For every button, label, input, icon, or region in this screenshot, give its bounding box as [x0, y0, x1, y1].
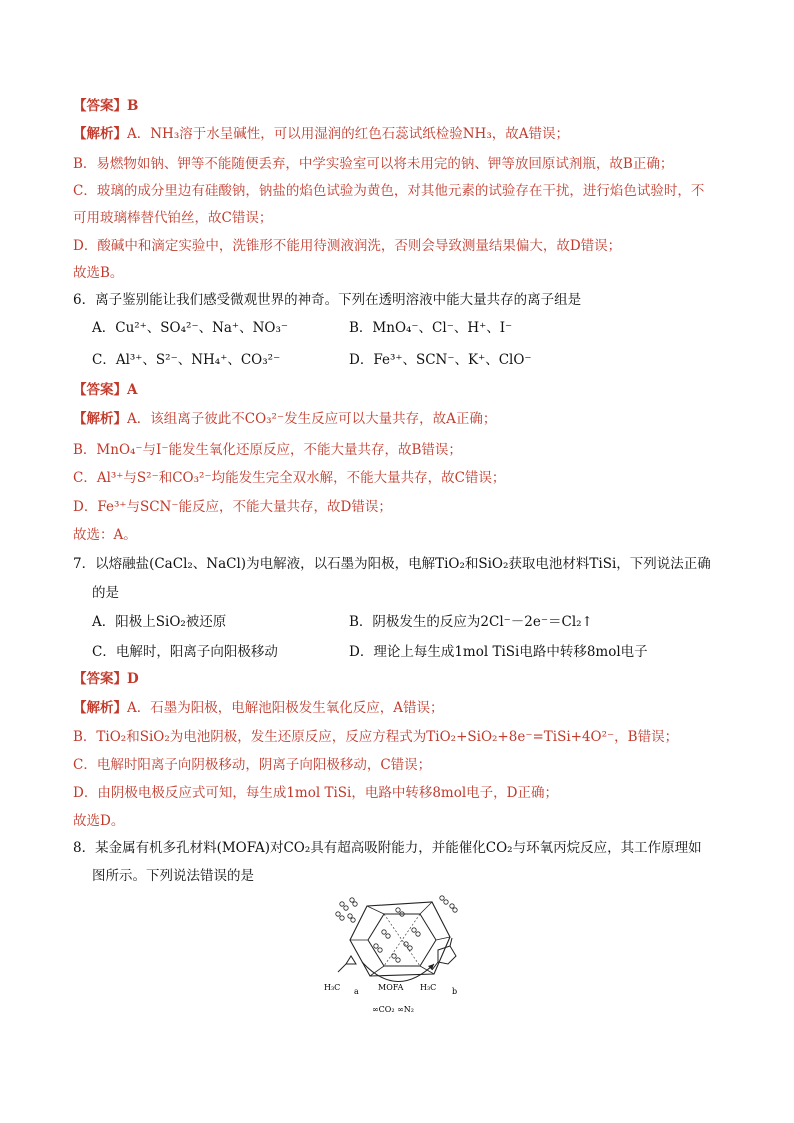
answer-label: 【答案】B: [73, 98, 139, 114]
question-7-stem-cont: 的是: [92, 585, 119, 601]
conclusion: 故选B。: [73, 265, 124, 281]
fig-label-mofa: MOFA: [378, 983, 404, 992]
q6-option-b: B．MnO₄⁻、Cl⁻、H⁺、I⁻: [349, 320, 513, 336]
inner-hexagon: [368, 914, 436, 966]
fig-label-b: b: [452, 987, 458, 996]
epoxide-icon: [346, 956, 356, 964]
explain-d: D．酸碱中和滴定实验中，洗锥形不能用待测液润洗，否则会导致测量结果偏大，故D错误；: [73, 238, 622, 254]
q7-option-a: A．阳极上SiO₂被还原: [92, 614, 227, 630]
mofa-svg: [322, 892, 472, 1022]
fig-ch3-right: H₃C: [420, 983, 437, 992]
fig-label-a: a: [354, 987, 359, 996]
explain-a: A．NH₃溶于水呈碱性，可以用湿润的红色石蕊试纸检验NH₃，故A错误；: [127, 126, 569, 142]
q7-option-c: C．电解时，阳离子向阳极移动: [92, 644, 278, 660]
explain-tag: 【解析】: [73, 126, 127, 142]
q7-explain-d: D．由阴极电极反应式可知，每生成1mol TiSi，电路中转移8mol电子，D正确；: [73, 785, 558, 801]
explain-b: B．易燃物如钠、钾等不能随便丢弃，中学实验室可以将未用完的钠、钾等放回原试剂瓶，故B正确；: [73, 156, 674, 172]
q6-explanation-line: [73, 409, 496, 429]
q6-conclusion: 故选：A。: [73, 527, 137, 543]
explain-c-cont: 可用玻璃棒替代铂丝，故C错误；: [73, 210, 273, 226]
fig-legend: ∞CO₂ ∞N₂: [372, 1005, 414, 1014]
q7-explain-b: B．TiO₂和SiO₂为电池阴极，发生还原反应，反应方程式为TiO₂+SiO₂+8e⁻=TiSi+4O²⁻，B错误；: [73, 729, 679, 745]
q6-answer-label: 【答案】A: [73, 382, 138, 398]
q7-option-b: B．阴极发生的反应为2Cl⁻－2e⁻＝Cl₂↑: [349, 614, 593, 630]
explain-c: C．玻璃的成分里边有硅酸钠，钠盐的焰色试验为黄色，对其他元素的试验存在干扰，进行焰色试验时，不: [73, 183, 705, 199]
q6-explain-a: A．该组离子彼此不CO₃²⁻发生反应可以大量共存，故A正确；: [127, 411, 497, 427]
reaction-arrow: [362, 962, 434, 982]
q6-explain-d: D．Fe³⁺与SCN⁻能反应，不能大量共存，故D错误；: [73, 499, 392, 515]
mofa-diagram: [322, 892, 472, 1022]
q7-explain-a: A．石墨为阳极，电解池阳极发生氧化反应，A错误；: [127, 700, 444, 716]
q6-explain-tag: 【解析】: [73, 411, 127, 427]
question-8-stem: 8．某金属有机多孔材料(MOFA)对CO₂具有超高吸附能力，并能催化CO₂与环氧丙烷反应，其工作原理如: [73, 840, 702, 856]
q7-explain-tag: 【解析】: [73, 700, 127, 716]
q6-explain-c: C．Al³⁺与S²⁻和CO₃²⁻均能发生完全双水解，不能大量共存，故C错误；: [73, 470, 506, 486]
q7-explain-c: C．电解时阳离子向阴极移动，阴离子向阳极移动，C错误；: [73, 757, 432, 773]
q7-explanation-line: [73, 698, 444, 718]
q6-option-a: A．Cu²⁺、SO₄²⁻、Na⁺、NO₃⁻: [92, 320, 288, 336]
q6-option-c: C．Al³⁺、S²⁻、NH₄⁺、CO₃²⁻: [92, 352, 281, 368]
question-7-stem: 7．以熔融盐(CaCl₂、NaCl)为电解液，以石墨为阳极，电解TiO₂和SiO₂获取电池材料TiSi，下列说法正确: [73, 556, 711, 572]
fig-ch3-left: H₃C: [324, 983, 341, 992]
q7-answer-label: 【答案】D: [73, 671, 139, 687]
q7-conclusion: 故选D。: [73, 813, 125, 829]
gas-molecules: [336, 896, 457, 962]
explanation-line: [73, 124, 569, 144]
q6-explain-b: B．MnO₄⁻与I⁻能发生氧化还原反应，不能大量共存，故B错误；: [73, 442, 462, 458]
question-8-stem-cont: 图所示。下列说法错误的是: [92, 868, 254, 884]
carbonate-icon: [438, 946, 456, 964]
question-6-stem: 6．离子鉴别能让我们感受微观世界的神奇。下列在透明溶液中能大量共存的离子组是: [73, 292, 582, 308]
q6-option-d: D．Fe³⁺、SCN⁻、K⁺、ClO⁻: [349, 352, 532, 368]
q7-option-d: D．理论上每生成1mol TiSi电路中转移8mol电子: [349, 644, 648, 660]
